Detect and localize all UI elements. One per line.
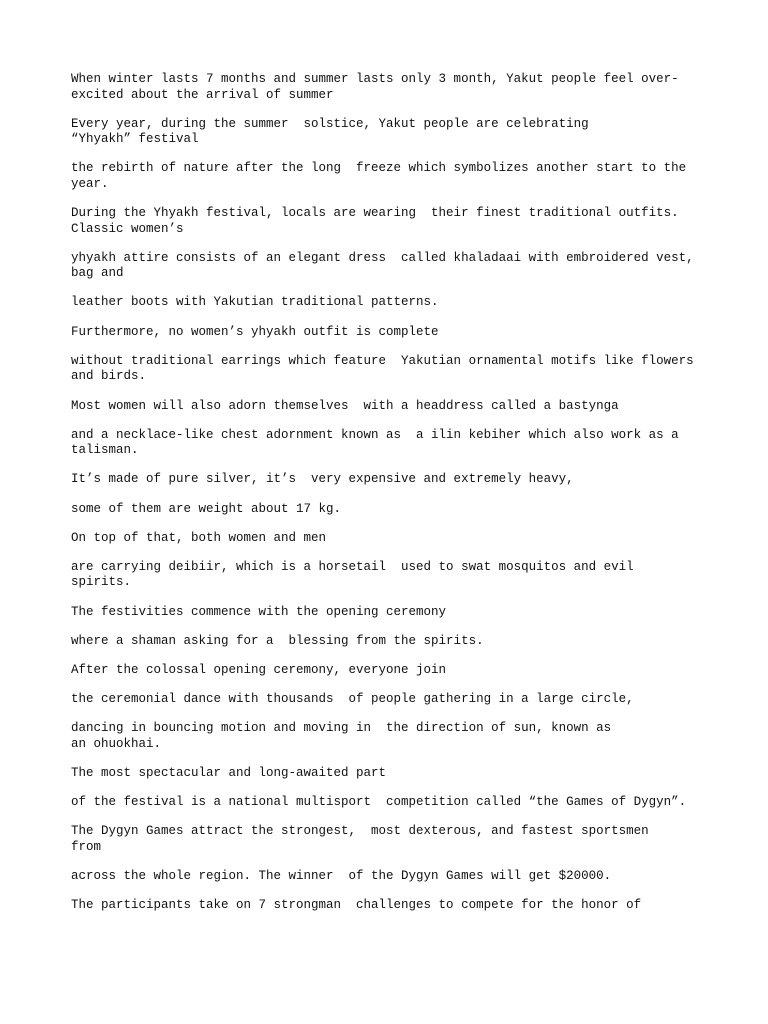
- paragraph: The most spectacular and long-awaited part: [71, 766, 387, 781]
- paragraph: where a shaman asking for a blessing from the spirits.: [71, 633, 484, 648]
- paragraph: When winter lasts 7 months and summer lasts only 3 month, Yakut people feel over- excited about the arrival of summer: [71, 72, 679, 102]
- paragraph: On top of that, both women and men: [71, 530, 327, 545]
- paragraph: leather boots with Yakutian traditional patterns.: [71, 295, 439, 310]
- paragraph: Furthermore, no women’s yhyakh outfit is complete: [71, 324, 439, 339]
- paragraph: The participants take on 7 strongman challenges to compete for the honor of: [71, 898, 642, 913]
- paragraph: of the festival is a national multisport competition called “the Games of Dygyn”.: [71, 795, 687, 810]
- paragraph: It’s made of pure silver, it’s very expensive and extremely heavy,: [71, 472, 574, 487]
- paragraph: and a necklace-like chest adornment known as a ilin kebiher which also work as a talisman.: [71, 427, 679, 458]
- paragraph: Most women will also adorn themselves with a headdress called a bastynga: [71, 398, 619, 413]
- paragraph: the rebirth of nature after the long freeze which symbolizes another start to the year.: [71, 161, 687, 191]
- paragraph: yhyakh attire consists of an elegant dress called khaladaai with embroidered vest, bag and: [71, 250, 694, 281]
- paragraph: without traditional earrings which feature Yakutian ornamental motifs like flowers and birds.: [71, 353, 694, 384]
- paragraph: some of them are weight about 17 kg.: [71, 501, 342, 516]
- paragraph: The festivities commence with the opening ceremony: [71, 604, 447, 619]
- paragraph: the ceremonial dance with thousands of people gathering in a large circle,: [71, 692, 634, 707]
- paragraph: The Dygyn Games attract the strongest, most dexterous, and fastest sportsmen from: [71, 824, 649, 854]
- paragraph: are carrying deibiir, which is a horsetail used to swat mosquitos and evil spirits.: [71, 559, 634, 590]
- paragraph: During the Yhyakh festival, locals are wearing their finest traditional outfits. Classic women’s: [71, 206, 679, 236]
- paragraph: After the colossal opening ceremony, everyone join: [71, 663, 447, 677]
- paragraph: across the whole region. The winner of the Dygyn Games will get $20000.: [71, 869, 612, 884]
- paragraph: dancing in bouncing motion and moving in the direction of sun, known as an ohuokhai.: [71, 721, 612, 751]
- paragraph: Every year, during the summer solstice, Yakut people are celebrating “Yhyakh” festival: [71, 116, 589, 147]
- document-body: [71, 72, 711, 928]
